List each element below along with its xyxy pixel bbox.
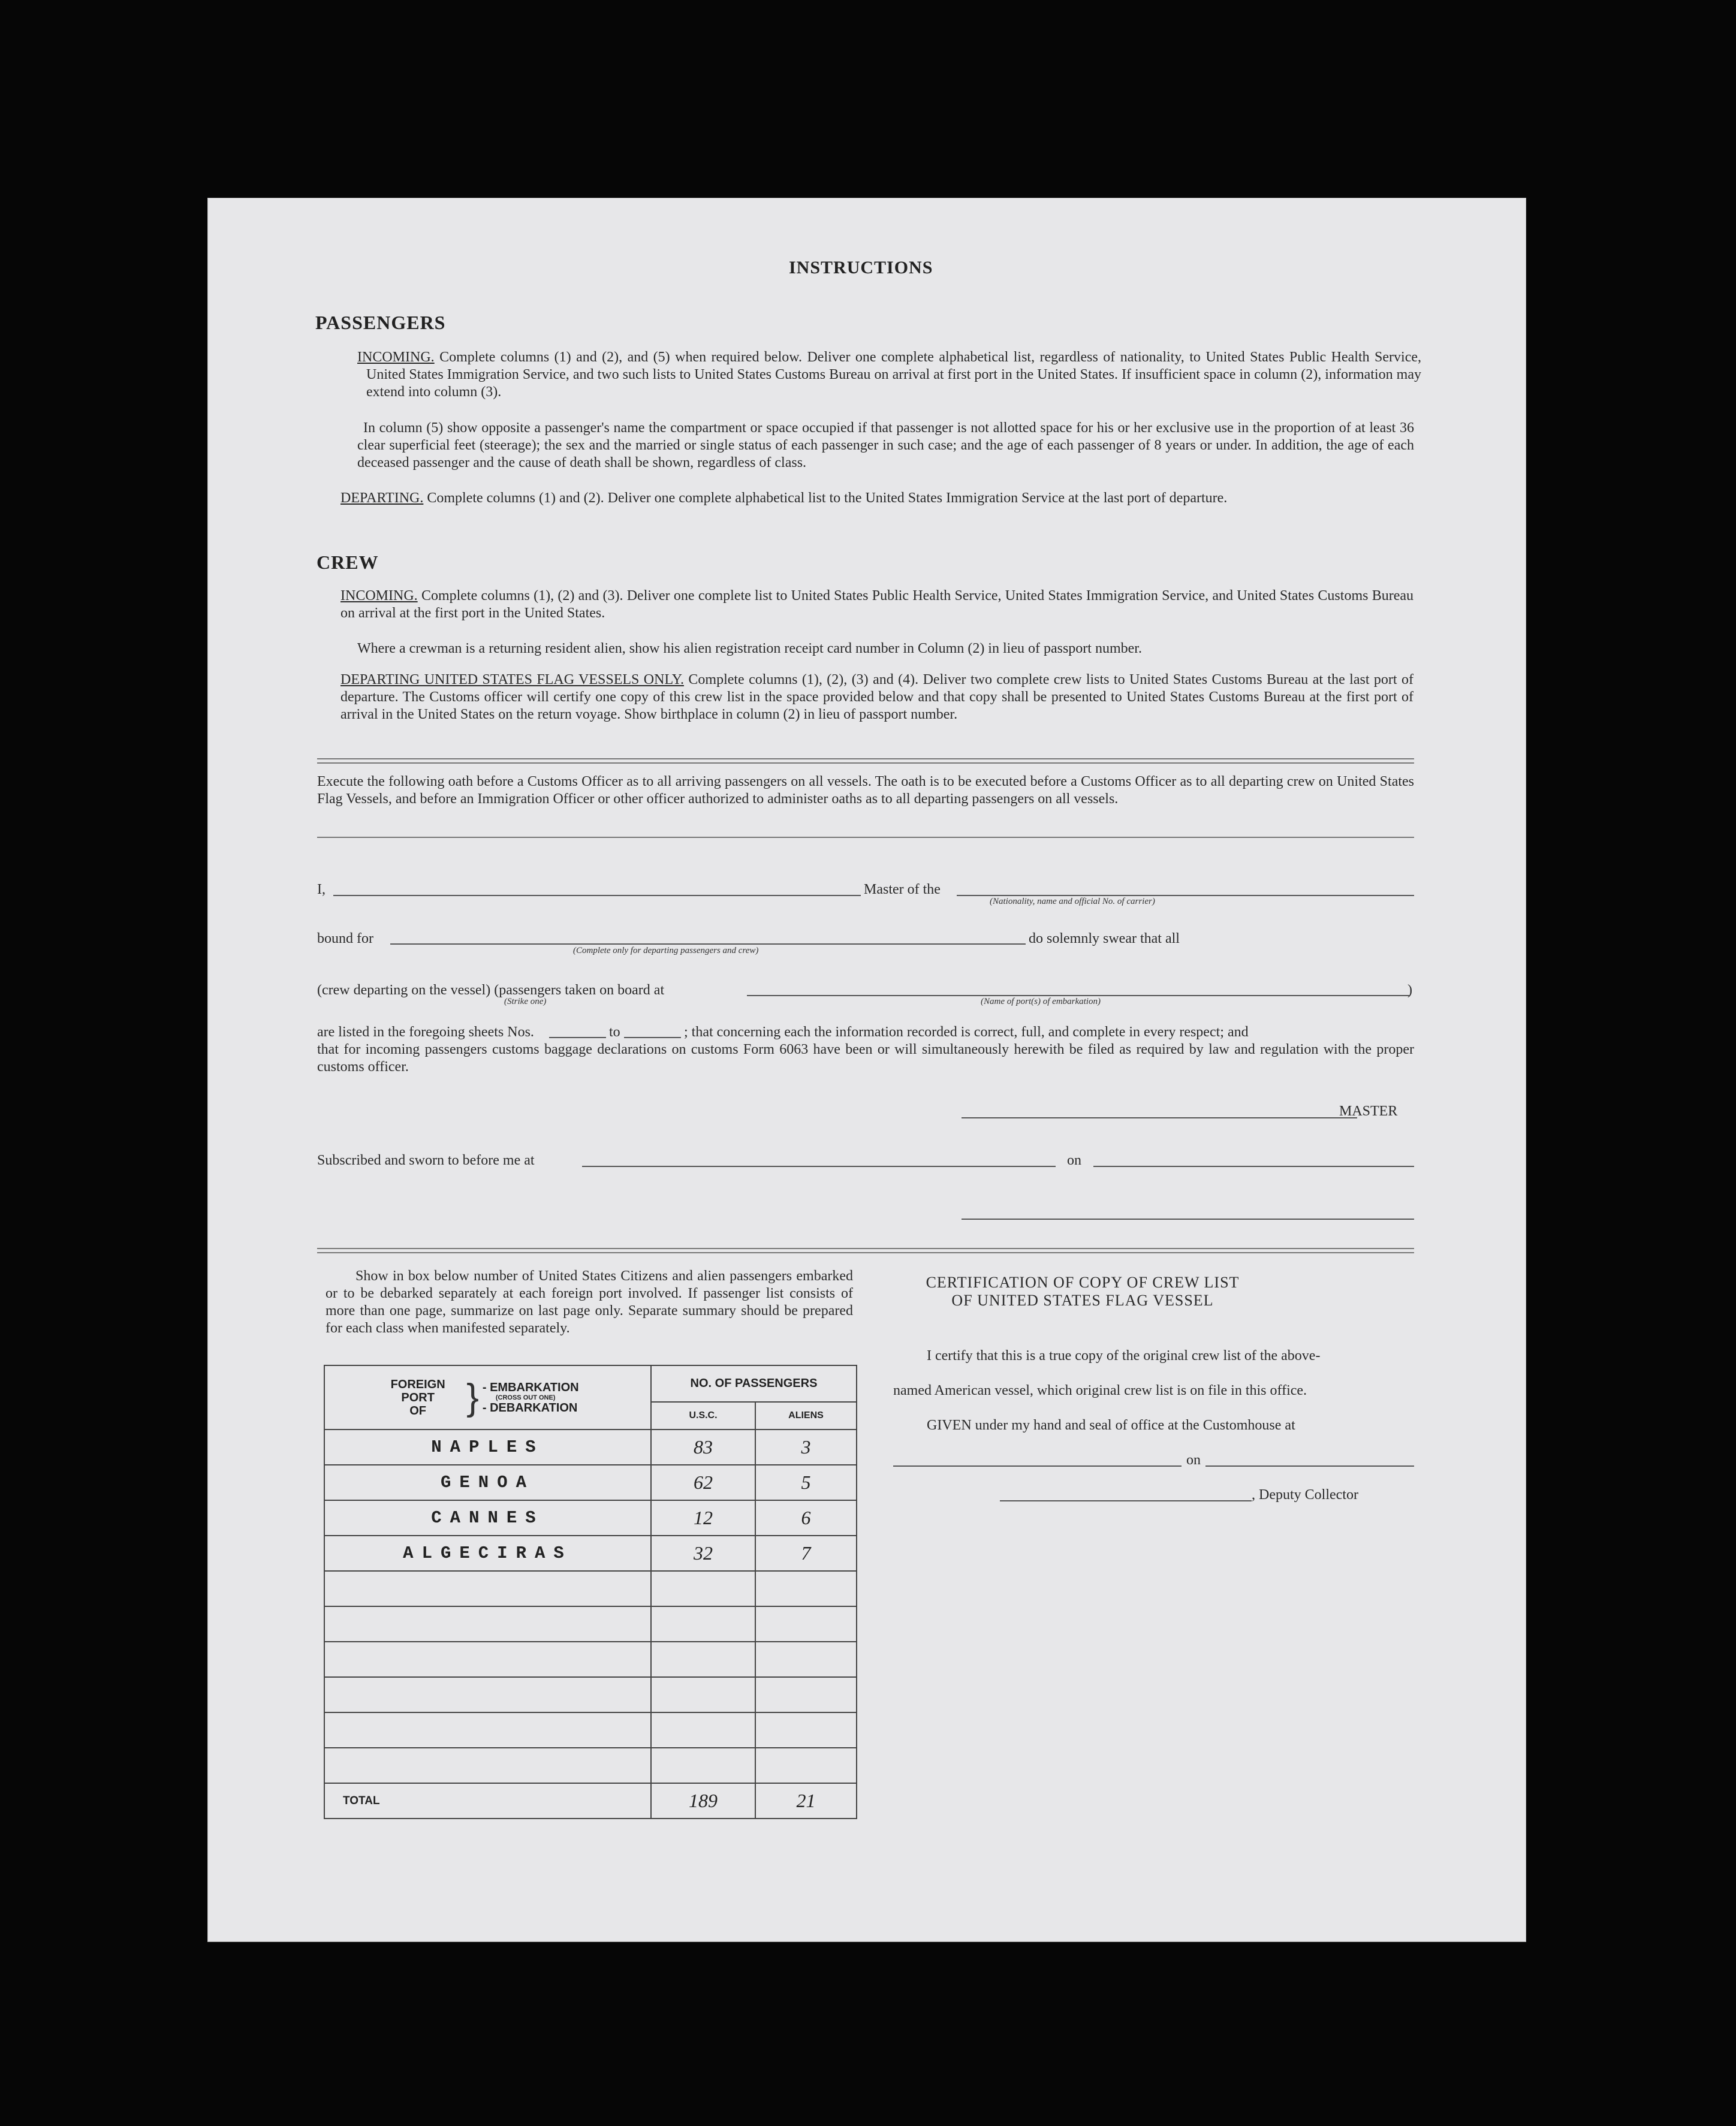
bound-for-label: bound for <box>317 931 373 946</box>
master-name-field[interactable] <box>333 895 861 896</box>
close-paren: ) <box>1408 982 1412 998</box>
passengers-incoming-text: Complete columns (1) and (2), and (5) when required below. Deliver one complete alphabetical list, regardless of nationality, to United States Public Health Service, United States Immigration Service, and two such lists to United States Customs Bureau on arrival at first port in the United States. If insufficient space in column (2), information may extend into column (3). <box>366 349 1422 400</box>
header-of: OF <box>409 1404 427 1418</box>
table-row <box>324 1465 857 1500</box>
passengers-departing-label: DEPARTING. <box>340 490 424 506</box>
header-usc: U.S.C. <box>651 1402 755 1430</box>
crew-passengers-label: (crew departing on the vessel) (passengers taken on board at <box>317 982 665 998</box>
header-foreign: FOREIGN <box>390 1377 445 1391</box>
oath-text-rest: that for incoming passengers customs baggage declarations on customs Form 6063 have been or will simultaneously herewith be filed as required by law and regulation with the proper customs officer. <box>317 1042 1414 1075</box>
subscribed-date-field[interactable] <box>1093 1166 1414 1167</box>
total-usc: 189 <box>651 1783 755 1819</box>
sheet-to-field[interactable] <box>624 1037 681 1038</box>
ports-note: (Name of port(s) of embarkation) <box>981 997 1101 1006</box>
carrier-field[interactable] <box>957 895 1414 896</box>
header-aliens: ALIENS <box>755 1402 857 1430</box>
embarkation-ports-field[interactable] <box>747 995 1409 996</box>
port-header-cell <box>324 1365 651 1430</box>
aliens-cell: 6 <box>755 1500 857 1536</box>
certification-title-line1: CERTIFICATION OF COPY OF CREW LIST <box>926 1274 1240 1291</box>
nationality-note: (Nationality, name and official No. of carrier) <box>990 897 1155 906</box>
empty-row <box>324 1642 857 1677</box>
subscribed-place-field[interactable] <box>582 1166 1056 1167</box>
header-embarkation: - EMBARKATION <box>482 1380 579 1394</box>
table-row <box>324 1430 857 1465</box>
crew-departing-paragraph <box>340 671 1413 723</box>
crew-departing-text: Complete columns (1), (2), (3) and (4). Deliver two complete crew lists to United States Customs Bureau at the last port of departure. The Customs officer will certify one copy of this crew list in the space provided below and that copy shall be presented to United States Customs Bureau at the first port of arrival in the United States on the return voyage. Show birthplace in column (2) in lieu of passport number. <box>340 672 1414 722</box>
crew-incoming-label: INCOMING. <box>340 588 418 604</box>
table-row <box>324 1536 857 1571</box>
summary-instructions: Show in box below number of United States Citizens and alien passengers embarked or to be debarked separately at each foreign port involved. If passenger list consists of more than one page, summarize on last page only. Separate summary should be prepared for each class when manifested separately. <box>326 1268 853 1336</box>
subscribed-label: Subscribed and sworn to before me at <box>317 1153 535 1168</box>
lower-divider <box>317 1248 1414 1253</box>
port-cell: ALGECIRAS <box>324 1536 651 1571</box>
deputy-signature-field[interactable] <box>1000 1500 1252 1501</box>
certification-on-label: on <box>1182 1452 1205 1469</box>
passengers-heading: PASSENGERS <box>315 312 446 333</box>
usc-cell: 32 <box>651 1536 755 1571</box>
do-swear-label: do solemnly swear that all <box>1029 931 1180 946</box>
deputy-collector-label: , Deputy Collector <box>1252 1487 1358 1503</box>
oath-intro: Execute the following oath before a Customs Officer as to all arriving passengers on all vessels. The oath is to be executed before a Customs Officer as to all departing crew on United States Flag Vessels, and before an Immigration Officer or other officer authorized to administer oaths as to all departing passengers on all vessels. <box>317 774 1414 807</box>
section-divider <box>317 758 1414 764</box>
master-of-the-label: Master of the <box>864 882 941 897</box>
document-page <box>207 198 1526 1942</box>
sheets-label: are listed in the foregoing sheets Nos. <box>317 1024 534 1040</box>
oath-divider <box>317 837 1414 838</box>
bound-for-field[interactable] <box>390 943 1026 945</box>
crew-incoming-paragraph <box>340 587 1413 622</box>
crew-resident-paragraph: Where a crewman is a returning resident alien, show his alien registration receipt card number in Column (2) in lieu of passport number. <box>357 641 1142 656</box>
master-signature-field[interactable] <box>962 1117 1357 1118</box>
passengers-column5-paragraph: In column (5) show opposite a passenger's name the compartment or space occupied if that passenger is not allotted space for his or her exclusive use in the proportion of at least 36 clear superficial feet (steerage); the sex and the married or single status of each passenger in such case; and the age of each passenger of 8 years or under. In addition, the age of each deceased passenger and the cause of death shall be shown, regardless of class. <box>357 420 1414 471</box>
aliens-cell: 3 <box>755 1430 857 1465</box>
certification-date-field[interactable] <box>1207 1465 1414 1467</box>
empty-row <box>324 1677 857 1712</box>
passengers-departing-text: Complete columns (1) and (2). Deliver one complete alphabetical list to the United States Immigration Service at the last port of departure. <box>427 490 1228 506</box>
empty-row <box>324 1571 857 1606</box>
usc-cell: 12 <box>651 1500 755 1536</box>
usc-cell: 62 <box>651 1465 755 1500</box>
sheet-from-field[interactable] <box>549 1037 606 1038</box>
oath-text-line: ; that concerning each the information recorded is correct, full, and complete in every respect; and <box>684 1024 1249 1040</box>
officer-signature-field[interactable] <box>962 1219 1414 1220</box>
page-title: INSTRUCTIONS <box>789 258 933 278</box>
subscribed-on-label: on <box>1067 1153 1081 1168</box>
header-no-passengers: NO. OF PASSENGERS <box>651 1365 857 1402</box>
total-aliens: 21 <box>755 1783 857 1819</box>
table-row <box>324 1500 857 1536</box>
crew-heading: CREW <box>317 551 379 573</box>
passengers-incoming-label: INCOMING. <box>357 349 435 365</box>
oath-i-label: I, <box>317 882 326 897</box>
total-row <box>324 1783 857 1819</box>
header-cross-out: (CROSS OUT ONE) <box>495 1394 556 1401</box>
given-text: GIVEN under my hand and seal of office at the Customhouse at <box>927 1418 1295 1433</box>
passengers-departing-paragraph <box>340 490 1413 507</box>
header-debarkation: - DEBARKATION <box>482 1401 578 1415</box>
empty-row <box>324 1712 857 1748</box>
port-cell: NAPLES <box>324 1430 651 1465</box>
passengers-incoming-paragraph <box>357 349 1421 401</box>
to-label: to <box>609 1024 620 1040</box>
header-port: PORT <box>401 1391 435 1404</box>
complete-only-note: (Complete only for departing passengers and crew) <box>573 946 759 955</box>
empty-row <box>324 1606 857 1642</box>
strike-one-note: (Strike one) <box>504 997 547 1006</box>
port-cell: GENOA <box>324 1465 651 1500</box>
aliens-cell: 5 <box>755 1465 857 1500</box>
total-label: TOTAL <box>324 1783 651 1819</box>
usc-cell: 83 <box>651 1430 755 1465</box>
certify-text: I certify that this is a true copy of the original crew list of the above- <box>927 1348 1321 1364</box>
certification-title <box>891 1274 1274 1310</box>
certification-title-line2: OF UNITED STATES FLAG VESSEL <box>951 1292 1214 1309</box>
master-label: MASTER <box>1339 1103 1398 1119</box>
certify-text-2: named American vessel, which original crew list is on file in this office. <box>893 1383 1307 1398</box>
empty-row <box>324 1748 857 1783</box>
crew-departing-label: DEPARTING UNITED STATES FLAG VESSELS ONLY. <box>340 672 684 687</box>
port-cell: CANNES <box>324 1500 651 1536</box>
aliens-cell: 7 <box>755 1536 857 1571</box>
passenger-summary-table <box>324 1365 857 1819</box>
crew-incoming-text: Complete columns (1), (2) and (3). Deliver one complete list to United States Public Health Service, United States Immigration Service, and United States Customs Bureau on arrival at the first port in the United States. <box>340 588 1414 621</box>
brace-glyph: } <box>466 1376 479 1418</box>
